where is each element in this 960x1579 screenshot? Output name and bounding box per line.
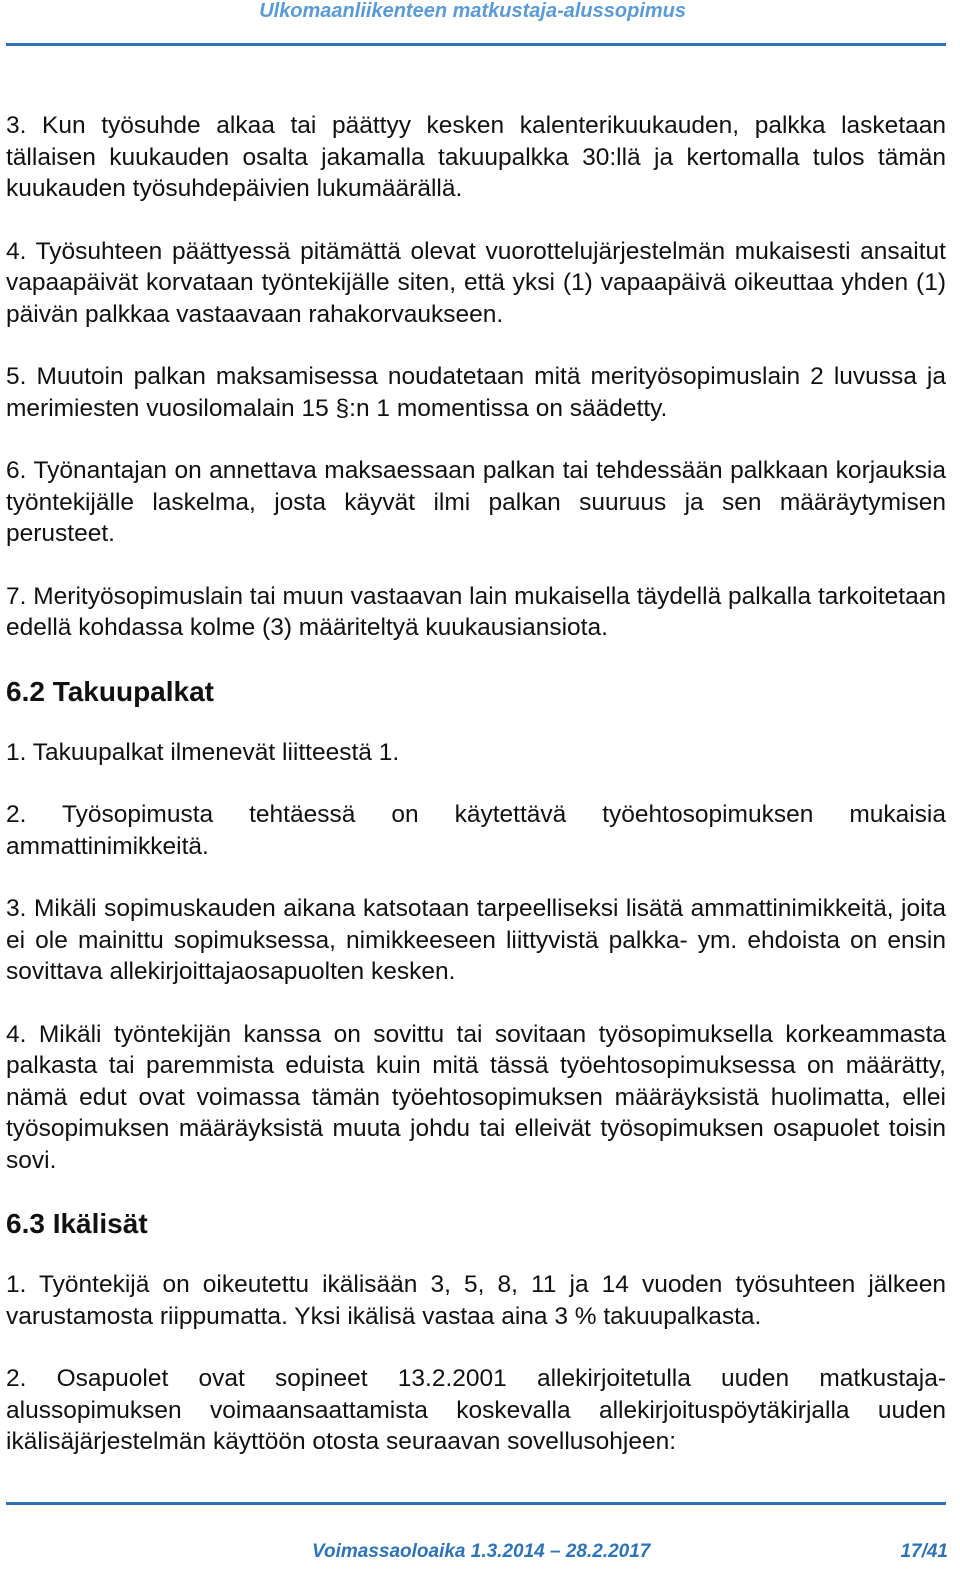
paragraph-6: 6. Työnantajan on annettava maksaessaan palkan tai tehdessään palkkaan korjauksia työntekijälle laskelma, josta käyvät ilmi palkan suuruus ja sen määräytymisen perusteet. [6, 457, 946, 547]
header-divider [6, 43, 946, 46]
footer-divider [6, 1502, 946, 1505]
takuupalkat-paragraph-3: 3. Mikäli sopimuskauden aikana katsotaan tarpeelliseksi lisätä ammattinimikkeitä, joita ei ole mainittu sopimuksessa, nimikkeeseen liittyvistä palkka- ym. ehdoista on ensin sovittava allekirjoittajaosapuolten kesken. [6, 895, 946, 985]
section-heading-ikalisat: 6.3 Ikälisät [6, 1208, 148, 1239]
takuupalkat-paragraph-2: 2. Työsopimusta tehtäessä on käytettävä työehtosopimuksen mukaisia ammattinimikkeitä. [6, 801, 946, 860]
validity-period: Voimassaoloaika 1.3.2014 – 28.2.2017 [312, 1541, 651, 1562]
paragraph-5: 5. Muutoin palkan maksamisessa noudatetaan mitä merityösopimuslain 2 luvussa ja merimiesten vuosilomalain 15 §:n 1 momentissa on säädetty. [6, 363, 946, 422]
paragraph-4: 4. Työsuhteen päättyessä pitämättä olevat vuorottelujärjestelmän mukaisesti ansaitut vapaapäivät korvataan työntekijälle siten, että yksi (1) vapaapäivä oikeuttaa yhden (1) päivän palkkaa vastaavaan rahakorvaukseen. [6, 237, 946, 328]
ikalisat-paragraph-2: 2. Osapuolet ovat sopineet 13.2.2001 allekirjoitetulla uuden matkustaja-alussopimuksen voimaansaattamista koskevalla allekirjoituspöytäkirjalla uuden ikälisäjärjestelmän käyttöön otosta seuraavan sovellusohjeen: [6, 1365, 946, 1455]
ikalisat-paragraph-1: 1. Työntekijä on oikeutettu ikälisään 3, 5, 8, 11 ja 14 vuoden työsuhteen jälkeen varustamosta riippumatta. Yksi ikälisä vastaa aina 3 % takuupalkasta. [6, 1271, 946, 1330]
takuupalkat-paragraph-1: 1. Takuupalkat ilmenevät liitteestä 1. [6, 738, 400, 766]
document-header-title: Ulkomaanliikenteen matkustaja-alussopimus [259, 0, 686, 22]
page-number: 17/41 [900, 1541, 948, 1562]
paragraph-3: 3. Kun työsuhde alkaa tai päättyy kesken kalenterikuukauden, palkka lasketaan tällaisen kuukauden osalta jakamalla takuupalkka 30:llä ja kertomalla tulos tämän kuukauden työsuhdepäivien lukumäärällä. [6, 112, 946, 202]
takuupalkat-paragraph-4: 4. Mikäli työntekijän kanssa on sovittu tai sovitaan työsopimuksella korkeammasta palkasta tai paremmista eduista kuin mitä tässä työehtosopimuksessa on määrätty, nämä edut ovat voimassa tämän työehtosopimuksen määräyksistä huolimatta, ellei työsopimuksen määräyksistä muuta johdu tai elleivät työsopimuksen osapuolet toisin sovi. [6, 1020, 946, 1174]
section-heading-takuupalkat: 6.2 Takuupalkat [6, 675, 215, 707]
paragraph-7: 7. Merityösopimuslain tai muun vastaavan lain mukaisella täydellä palkalla tarkoitetaan edellä kohdassa kolme (3) määriteltyä kuukausiansiota. [6, 582, 946, 641]
document-body [6, 110, 946, 1489]
